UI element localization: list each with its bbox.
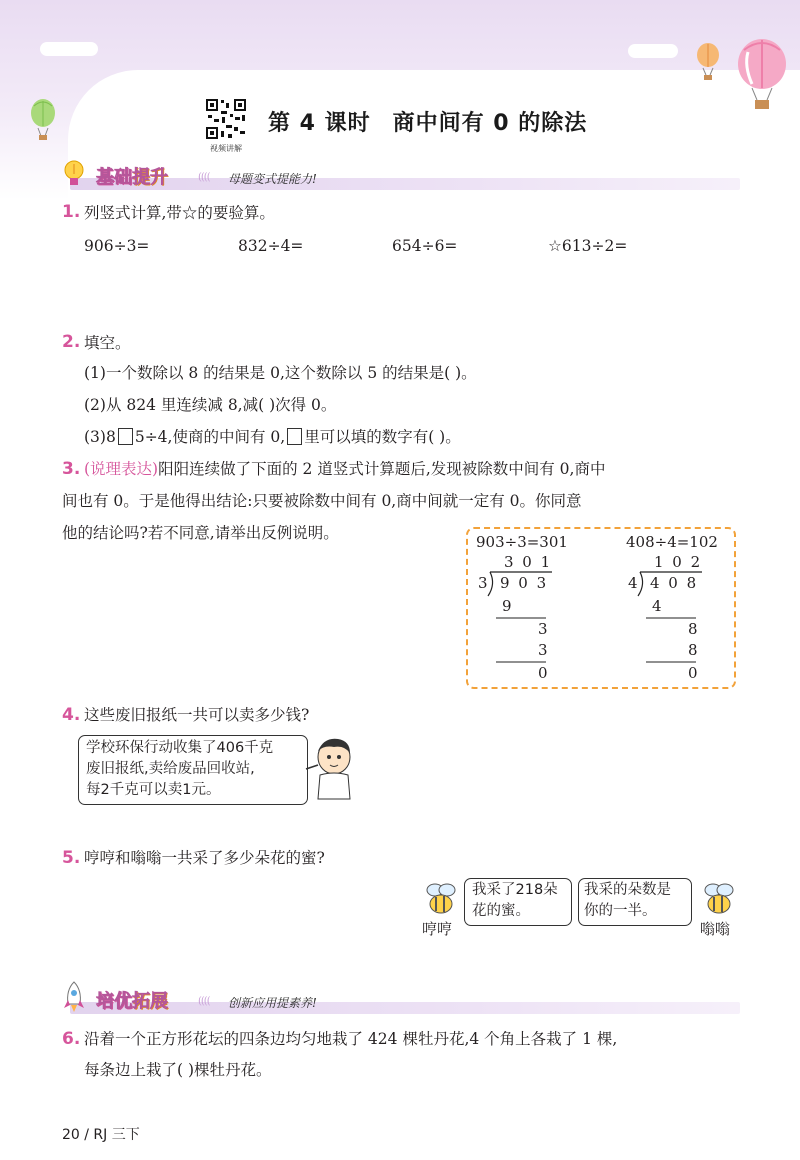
long-division-lines: [620, 550, 740, 680]
fill-blank-line: (3)8 5÷4,使商的中间有 0, 里可以填的数字有( )。: [84, 428, 461, 446]
question-line: (说理表达)阳阳连续做了下面的 2 道竖式计算题后,发现被除数中间有 0,商中: [84, 460, 606, 478]
bubble-line: 我采了218朵: [472, 882, 558, 898]
example-quotient: 1 0 2: [654, 553, 703, 571]
bubble-line: 每2千克可以卖1元。: [86, 782, 221, 798]
section-bar: [70, 1002, 740, 1014]
rocket-icon: [62, 980, 86, 1014]
lightbulb-icon: [62, 158, 86, 190]
character-name: 嗡嗡: [700, 920, 731, 938]
example-equation: 408÷4=102: [626, 533, 718, 551]
example-step: 4: [652, 597, 662, 615]
example-dividend: 4 0 8: [650, 574, 699, 592]
fill-blank-line: (1)一个数除以 8 的结果是 0,这个数除以 5 的结果是( )。: [84, 364, 477, 382]
question-line: 间也有 0。于是他得出结论:只要被除数中间有 0,商中间就一定有 0。你同意: [62, 492, 582, 510]
example-step: 8: [688, 641, 698, 659]
example-dividend: 9 0 3: [500, 574, 549, 592]
division-problem: 906÷3=: [84, 237, 150, 255]
section-bar: [70, 178, 740, 190]
bubble-line: 废旧报纸,卖给废品回收站,: [86, 761, 255, 777]
question-tag: (说理表达): [84, 460, 159, 478]
question-number: 2.: [62, 332, 81, 352]
section-title-basic: 基础提升: [96, 167, 168, 188]
bee-icon: [422, 880, 460, 916]
question-number: 4.: [62, 705, 81, 725]
page-title: [268, 106, 587, 137]
example-step: 9: [502, 597, 512, 615]
page-footer: 20 / RJ 三下: [62, 1127, 140, 1143]
example-divisor: 4: [628, 574, 638, 592]
example-equation: 903÷3=301: [476, 533, 568, 551]
green-balloon-icon: [28, 98, 58, 142]
question-prompt: 这些废旧报纸一共可以卖多少钱?: [84, 706, 310, 724]
question-line: 每条边上栽了( )棵牡丹花。: [84, 1061, 272, 1079]
character-name: 哼哼: [422, 920, 453, 938]
example-step: 0: [538, 664, 548, 682]
question-prompt: 列竖式计算,带☆的要验算。: [84, 204, 275, 222]
question-number: 3.: [62, 459, 81, 479]
lesson-number: 第 4 课时: [268, 111, 371, 136]
cloud-decoration: [40, 42, 98, 56]
question-number: 5.: [62, 848, 81, 868]
division-problem: 654÷6=: [392, 237, 458, 255]
orange-balloon-icon: [694, 42, 724, 82]
question-number: 1.: [62, 202, 81, 222]
section-subtitle-basic: 母题变式提能力!: [228, 172, 317, 186]
blank-box[interactable]: [118, 428, 133, 445]
bubble-line: 学校环保行动收集了406千克: [86, 740, 274, 756]
section-title-advanced: 培优拓展: [96, 991, 168, 1012]
boy-character-icon: [304, 735, 358, 801]
bubble-line: 花的蜜。: [472, 903, 530, 919]
division-problem: ☆613÷2=: [548, 237, 628, 255]
question-number: 6.: [62, 1029, 81, 1049]
squiggle-decoration: ((((: [198, 172, 210, 183]
pink-balloon-icon: [734, 38, 794, 112]
lesson-title: 商中间有 0 的除法: [392, 111, 588, 136]
bubble-line: 我采的朵数是: [584, 882, 671, 898]
example-step: 0: [688, 664, 698, 682]
bubble-line: 你的一半。: [584, 903, 657, 919]
example-step: 3: [538, 641, 548, 659]
example-quotient: 3 0 1: [504, 553, 553, 571]
cloud-decoration: [628, 44, 678, 58]
question-prompt: 填空。: [84, 334, 131, 352]
example-step: 3: [538, 620, 548, 638]
squiggle-decoration: ((((: [198, 996, 210, 1007]
example-step: 8: [688, 620, 698, 638]
fill-blank-line: (2)从 824 里连续减 8,减( )次得 0。: [84, 396, 337, 414]
qr-label: 视频讲解: [210, 144, 242, 153]
bee-icon: [700, 880, 738, 916]
qr-code-icon[interactable]: [204, 97, 248, 141]
section-subtitle-advanced: 创新应用提素养!: [228, 996, 317, 1010]
blank-box[interactable]: [287, 428, 302, 445]
division-problem: 832÷4=: [238, 237, 304, 255]
question-line: 沿着一个正方形花坛的四条边均匀地栽了 424 棵牡丹花,4 个角上各栽了 1 棵,: [84, 1030, 618, 1048]
question-prompt: 哼哼和嗡嗡一共采了多少朵花的蜜?: [84, 849, 325, 867]
question-line: 他的结论吗?若不同意,请举出反例说明。: [62, 524, 339, 542]
example-divisor: 3: [478, 574, 488, 592]
long-division-lines: [470, 550, 590, 680]
